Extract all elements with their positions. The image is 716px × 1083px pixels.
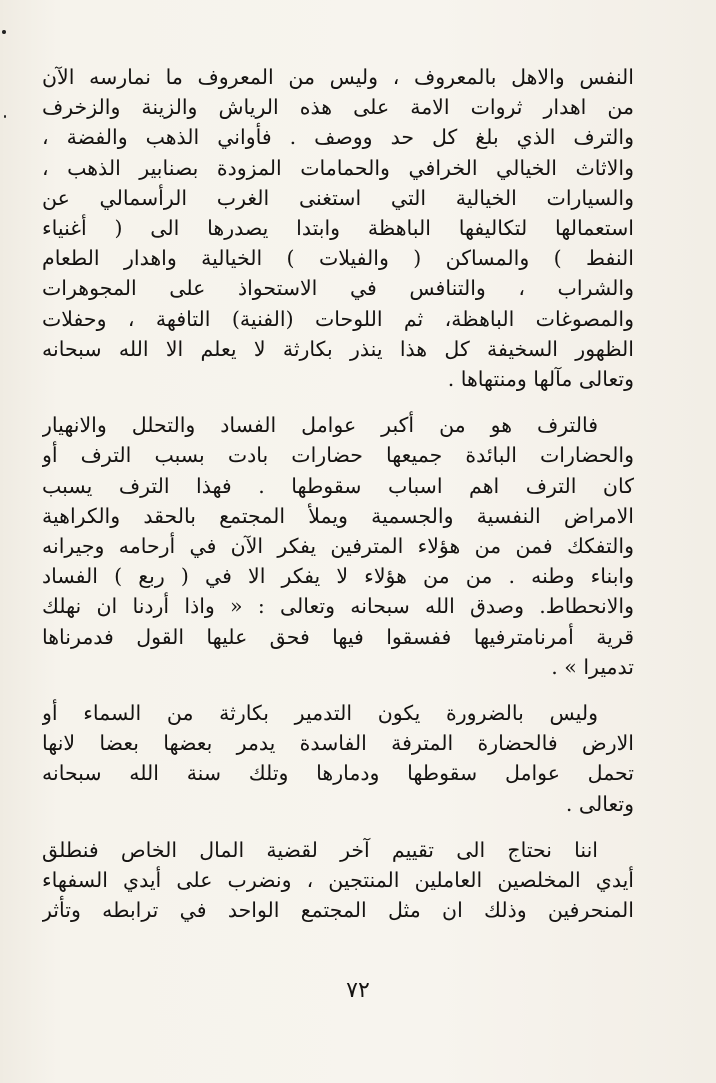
body-text: [42, 62, 634, 925]
text-line: الظهور السخيفة كل هذا ينذر بكارثة لا يعلم الا الله سبحانه: [42, 336, 634, 361]
text-line: والترف الذي بلغ كل حد ووصف . فأواني الذهب والفضة ،: [42, 125, 634, 150]
text-line: قرية أمرنامترفيها ففسقوا فيها فحق عليها القول فدمرناها: [42, 624, 634, 649]
text-line: وليس بالضرورة يكون التدمير بكارثة من السماء أو: [42, 701, 598, 726]
text-line: والشراب ، والتنافس في الاستحواذ على المجوهرات: [42, 276, 634, 301]
text-line: من اهدار ثروات الامة على هذه الرياش والزينة والزخرف: [42, 95, 634, 120]
scan-edge-mark: [2, 30, 6, 34]
text-line: وتعالى مآلها ومنتهاها .: [447, 367, 634, 392]
paragraph-2: [42, 410, 634, 682]
text-line: والسيارات الخيالية التي استغنى الغرب الرأسمالي عن: [42, 185, 634, 210]
text-line: والحضارات البائدة جميعها حضارات بادت بسبب الترف أو: [42, 443, 634, 468]
text-line: والانحطاط. وصدق الله سبحانه وتعالى : « واذا أردنا ان نهلك: [42, 594, 634, 619]
text-line: الامراض النفسية والجسمية ويملأ المجتمع بالحقد والكراهية: [42, 503, 634, 528]
paragraph-1: [42, 62, 634, 394]
page-number: ٧٢: [346, 978, 370, 1003]
paragraph-3: [42, 698, 634, 819]
text-line: والاثاث الخيالي الخرافي والحمامات المزودة بصنابير الذهب ،: [42, 155, 634, 180]
text-line: وابناء وطنه . من من هؤلاء لا يفكر الا في ( ربع ) الفساد: [42, 564, 634, 589]
text-line: استعمالها لتكاليفها الباهظة وابتدا يصدرها الى ( أغنياء: [42, 216, 634, 241]
scan-edge-mark: [4, 115, 6, 118]
text-line: النفس والاهل بالمعروف ، وليس من المعروف ما نمارسه الآن: [42, 65, 634, 89]
text-line: النفط ) والمساكن ( والفيلات ) الخيالية واهدار الطعام: [42, 246, 634, 271]
text-line: كان الترف اهم اسباب سقوطها . فهذا الترف يسبب: [42, 473, 634, 498]
text-line: الارض فالحضارة المترفة الفاسدة يدمر بعضها بعضا لانها: [42, 731, 634, 756]
text-line: فالترف هو من أكبر عوامل الفساد والتحلل والانهيار: [42, 413, 598, 438]
text-line: والتفكك فمن من هؤلاء المترفين يفكر الآن في أرحامه وجيرانه: [42, 534, 634, 559]
text-line: اننا نحتاج الى تقييم آخر لقضية المال الخاص فنطلق: [42, 837, 598, 862]
text-line: والمصوغات الباهظة، ثم اللوحات (الفنية) التافهة ، وحفلات: [42, 306, 634, 331]
paragraph-4: [42, 835, 634, 926]
text-line: المنحرفين وذلك ان مثل المجتمع الواحد في ترابطه وتأثر: [42, 898, 634, 923]
text-line: تدميرا » .: [551, 654, 634, 679]
text-line: أيدي المخلصين العاملين المنتجين ، ونضرب على أيدي السفهاء: [42, 868, 634, 893]
text-line: تحمل عوامل سقوطها ودمارها وتلك سنة الله سبحانه: [42, 761, 634, 786]
text-line: وتعالى .: [565, 791, 634, 816]
